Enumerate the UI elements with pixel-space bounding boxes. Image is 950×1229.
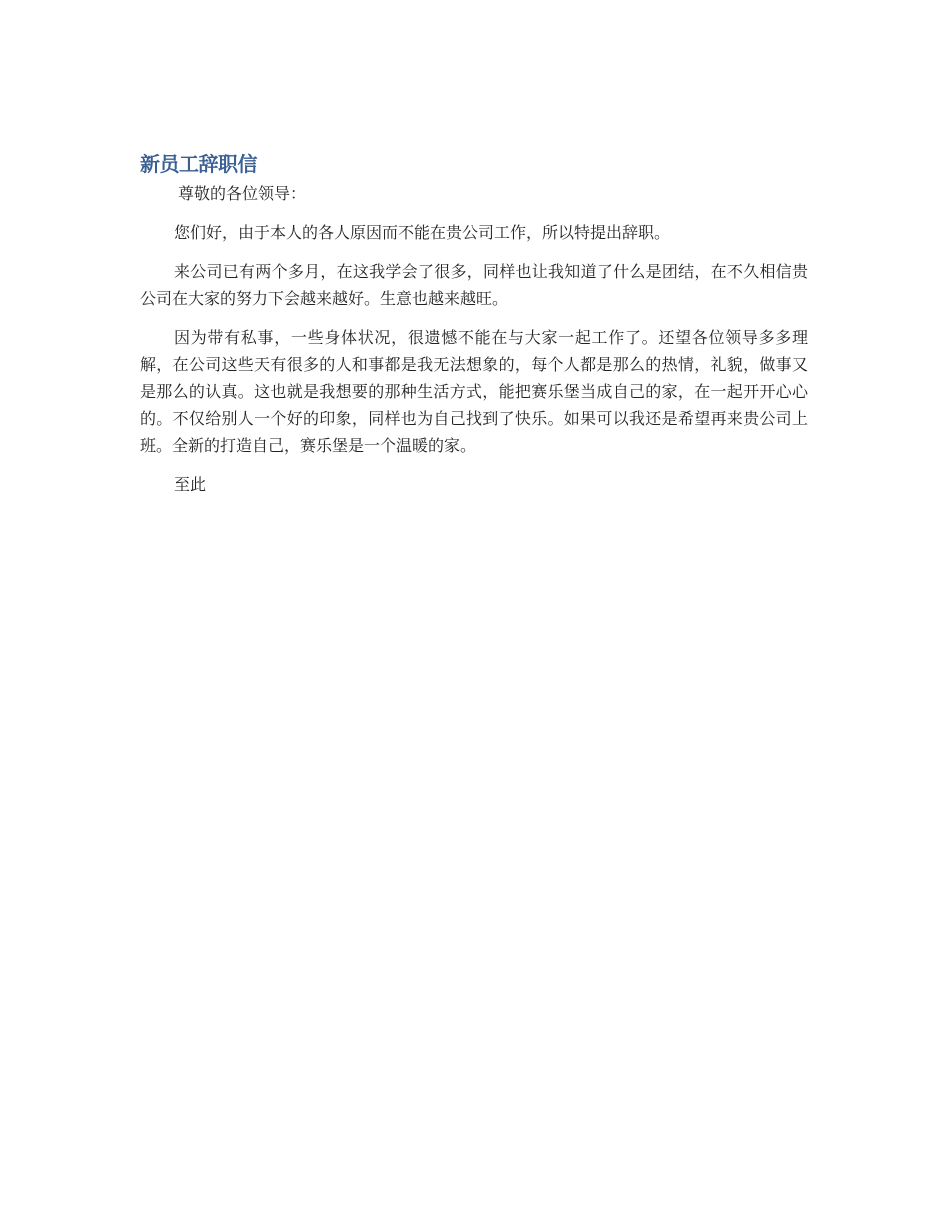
document-title: 新员工辞职信 (140, 152, 257, 176)
paragraph-greeting: 您们好，由于本人的各人原因而不能在贵公司工作，所以特提出辞职。 (174, 223, 671, 242)
paragraph-reason: 因为带有私事，一些身体状况，很遗憾不能在与大家一起工作了。还望各位领导多多理解，在公司这些天有很多的人和事都是我无法想象的，每个人都是那么的热情，礼貌，做事又是那么的认真。这也就是我想要的那种生活方式，能把赛乐堡当成自己的家，在一起开开心心的。不仅给别人一个好的印象，同样也为自己找到了快乐。如果可以我还是希望再来贵公司上班。全新的打造自己，赛乐堡是一个温暖的家。 (140, 328, 808, 455)
paragraph-closing: 至此 (174, 475, 207, 494)
paragraph-experience: 来公司已有两个多月，在这我学会了很多，同样也让我知道了什么是团结，在不久相信贵公司在大家的努力下会越来越好。生意也越来越旺。 (140, 262, 808, 308)
document-body (140, 150, 808, 498)
salutation: 尊敬的各位领导： (178, 184, 307, 203)
